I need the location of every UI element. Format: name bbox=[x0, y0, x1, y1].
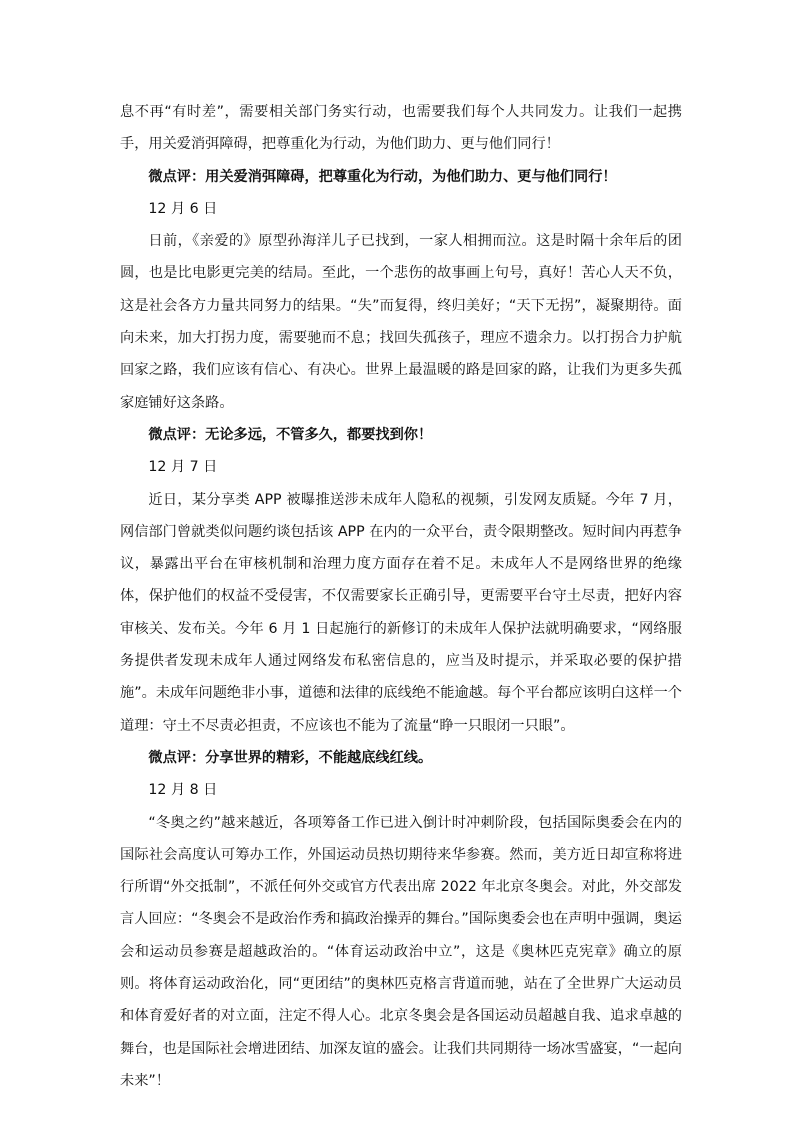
paragraph-continuation: 息不再“有时差”，需要相关部门务实行动，也需要我们每个人共同发力。让我们一起携手，用关爱消弭障碍，把尊重化为行动，为他们助力、更与他们同行！ bbox=[120, 104, 682, 153]
date-dec-7: 12 月 7 日 bbox=[148, 459, 218, 476]
paragraph-dec-8: “冬奥之约”越来越近，各项筹备工作已进入倒计时冲刺阶段，包括国际奥委会在内的国际社会高度认可筹办工作，外国运动员热切期待来华参赛。然而，美方近日却宣称将进行所谓“外交抵制”，不派任何外交或官方代表出席 2022 年北京冬奥会。对此，外交部发言人回应：“冬奥会不是政治作秀和搞政治操弄的舞台。”国际奥委会也在声明中强调，奥运会和运动员参赛是超越政治的。“体育运动政治中立”，这是《奥林匹克宪章》确立的原则。将体育运动政治化，同“更团结”的奥林匹克格言背道而驰，站在了全世界广大运动员和体育爱好者的对立面，注定不得人心。北京冬奥会是各国运动员超越自我、追求卓越的舞台，也是国际社会增进团结、加深友谊的盛会。让我们共同期待一场冰雪盛宴，“一起向未来”！ bbox=[120, 814, 682, 1089]
micro-comment-1: 微点评：用关爱消弭障碍，把尊重化为行动，为他们助力、更与他们同行！ bbox=[148, 168, 617, 185]
document-page bbox=[120, 96, 682, 1097]
micro-comment-3: 微点评：分享世界的精彩，不能越底线红线。 bbox=[148, 749, 433, 766]
date-dec-8: 12 月 8 日 bbox=[148, 782, 218, 799]
micro-comment-2: 微点评：无论多远，不管多久，都要找到你！ bbox=[148, 426, 433, 443]
paragraph-dec-6: 日前，《亲爱的》原型孙海洋儿子已找到，一家人相拥而泣。这是时隔十余年后的团圆，也是比电影更完美的结局。至此，一个悲伤的故事画上句号，真好！苦心人天不负，这是社会各方力量共同努力的结果。“失”而复得，终归美好；“天下无拐”，凝聚期待。面向未来，加大打拐力度，需要驰而不息；找回失孤孩子，理应不遗余力。以打拐合力护航回家之路，我们应该有信心、有决心。世界上最温暖的路是回家的路，让我们为更多失孤家庭铺好这条路。 bbox=[120, 233, 682, 411]
date-dec-6: 12 月 6 日 bbox=[148, 200, 218, 217]
paragraph-dec-7: 近日，某分享类 APP 被曝推送涉未成年人隐私的视频，引发网友质疑。今年 7 月，网信部门曾就类似问题约谈包括该 APP 在内的一众平台，责令限期整改。短时间内再惹争议，暴露出平台在审核机制和治理力度方面存在着不足。未成年人不是网络世界的绝缘体，保护他们的权益不受侵害，不仅需要家长正确引导，更需要平台守土尽责，把好内容审核关、发布关。今年 6 月 1 日起施行的新修订的未成年人保护法就明确要求，“网络服务提供者发现未成年人通过网络发布私密信息的，应当及时提示，并采取必要的保护措施”。未成年问题绝非小事，道德和法律的底线绝不能逾越。每个平台都应该明白这样一个道理：守土不尽责必担责，不应该也不能为了流量“睁一只眼闭一只眼”。 bbox=[120, 491, 682, 734]
